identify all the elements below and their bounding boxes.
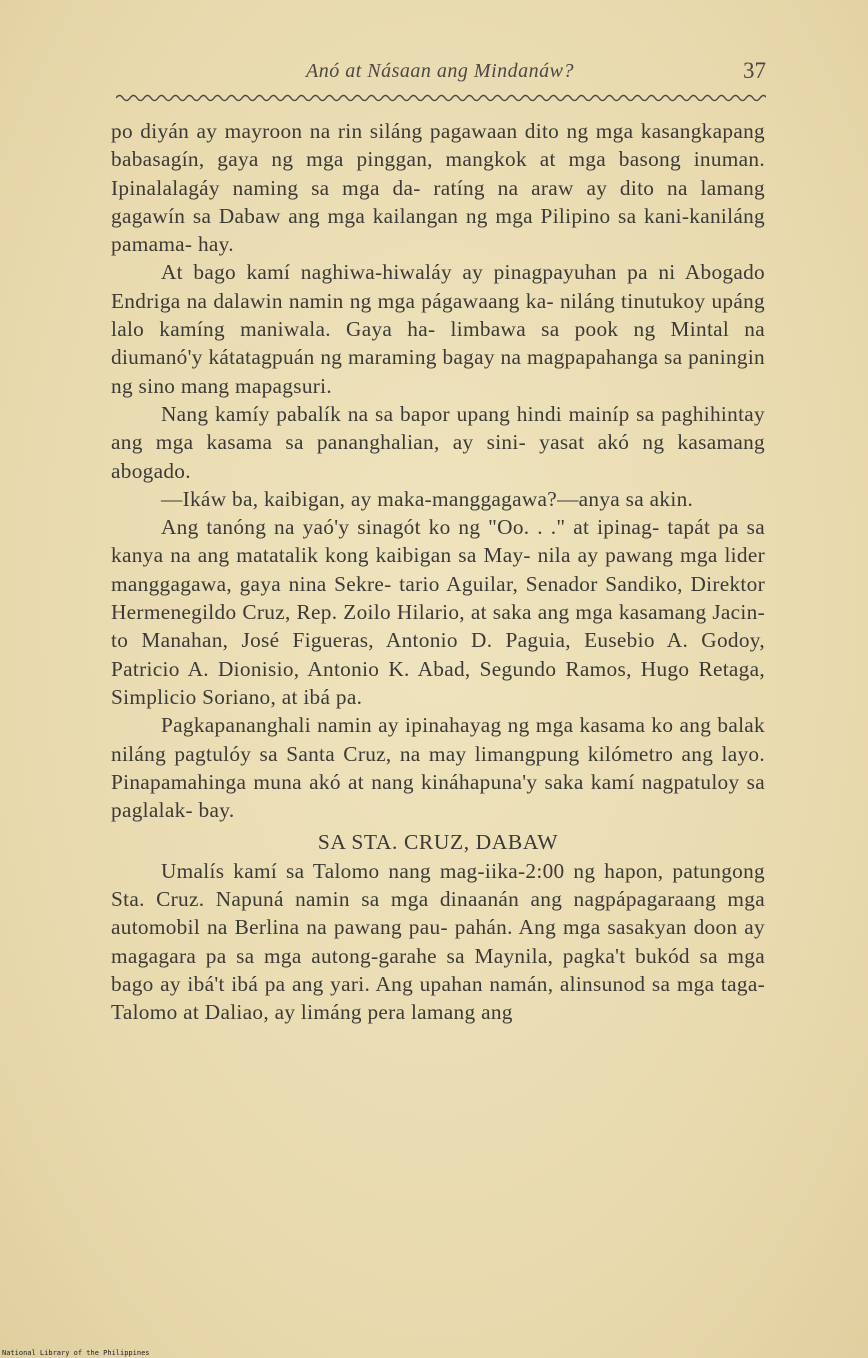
running-title: Anó at Násaan ang Mindanáw? [306, 60, 574, 82]
body-text [111, 117, 765, 1027]
library-credit: National Library of the Philippines [2, 1349, 150, 1357]
page-number: 37 [743, 58, 766, 83]
paragraph-3: Nang kamíy pabalík na sa bapor upang hindi mainíp sa paghihintay ang mga kasama sa pananghalian, ay sini- yasat akó ng kasamang abogado. [111, 401, 765, 483]
paragraph-6: Pagkapananghali namin ay ipinahayag ng mga kasama ko ang balak niláng pagtulóy sa Santa Cruz, na may limangpung kilómetro ang layo. Pinapamahinga muna akó at nang kináhapuna'y saka kamí nagpatuloy sa paglalak- bay. [111, 713, 765, 823]
paragraph-2: At bago kamí naghiwa-hiwaláy ay pinagpayuhan pa ni Abogado Endriga na dalawin namin ng mga págawaang ka- niláng tinutukoy upáng lalo kamíng maniwala. Gaya ha- limbawa sa pook ng Mintal na diumanó'y kátatagpuán ng maraming bagay na magpapahanga sa paningin ng sino mang mapagsuri. [111, 260, 765, 398]
paragraph-1: po diyán ay mayroon na rin siláng pagawaan dito ng mga kasangkapang babasagín, gaya ng mga pinggan, mangkok at mga basong inuman. Ipinalalagáy naming sa mga da- ratíng na araw ay dito na lamang gagawín sa Dabaw ang mga kailangan ng mga Pilipino sa kani-kaniláng pamama- hay. [111, 119, 765, 257]
paragraph-4: —Ikáw ba, kaibigan, ay maka-manggagawa?—anya sa akin. [161, 486, 694, 511]
running-header [110, 60, 770, 90]
wavy-rule [116, 92, 766, 104]
paragraph-5: Ang tanóng na yaó'y sinagót ko ng "Oo. . ." at ipinag- tapát pa sa kanya na ang matatalik kong kaibigan sa May- nila ay pawang mga lider manggagawa, gaya nina Sekre- tario Aguilar, Senador Sandiko, Direktor Hermenegildo Cruz, Rep. Zoilo Hilario, at saka ang mga kasamang Jacin- to Manahan, José Figueras, Antonio D. Paguia, Eusebio A. Godoy, Patricio A. Dionisio, Antonio K. Abad, Segundo Ramos, Hugo Retaga, Simplicio Soriano, at ibá pa. [111, 515, 765, 709]
paragraph-7: Umalís kamí sa Talomo nang mag-iika-2:00 ng hapon, patungong Sta. Cruz. Napuná namin sa mga dinaanán ang nagpápagaraang mga automobil na Berlina na pawang pau- pahán. Ang mga sasakyan doon ay magagara pa sa mga autong-garahe sa Maynila, pagka't bukód sa mga bago ay ibá't ibá pa ang yari. Ang upahan namán, alinsunod sa mga taga-Talomo at Daliao, ay limáng pera lamang ang [111, 858, 765, 1025]
section-heading: SA STA. CRUZ, DABAW [317, 830, 559, 855]
